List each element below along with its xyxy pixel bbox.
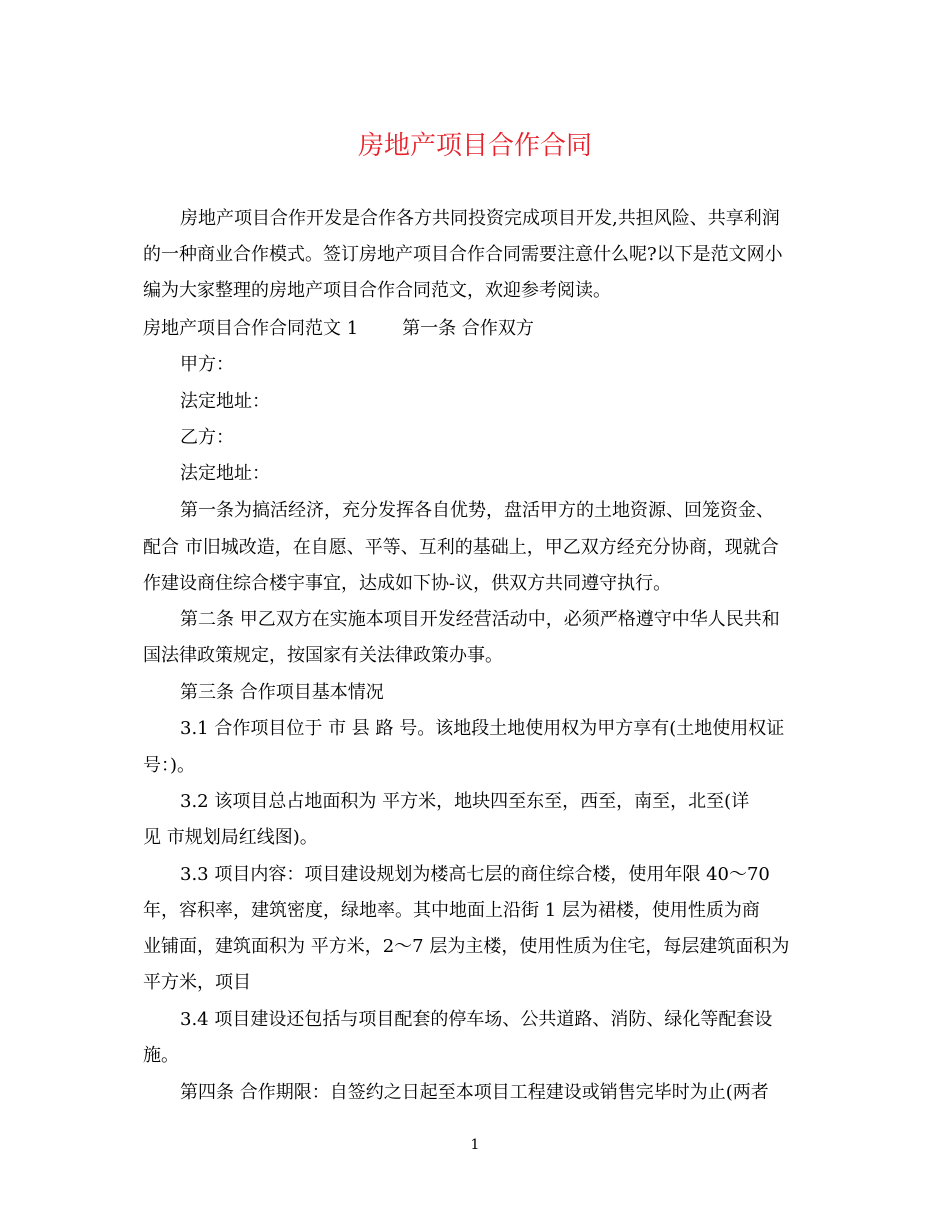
intro-line-1: 房地产项目合作开发是合作各方共同投资完成项目开发,共担风险、共享利润: [180, 208, 780, 229]
clause-3-4-line-2: 施。: [143, 1045, 179, 1066]
article-3-heading: 第三条 合作项目基本情况: [180, 682, 384, 703]
party-b-label: 乙方：: [180, 427, 234, 448]
clause-3-4-line-1: 3.4 项目建设还包括与项目配套的停车场、公共道路、消防、绿化等配套设: [180, 1009, 773, 1030]
intro-line-2: 的一种商业合作模式。签订房地产项目合作合同需要注意什么呢?以下是范文网小: [143, 244, 783, 265]
clause-3-3-line-2: 年，容积率，建筑密度，绿地率。其中地面上沿街 1 层为裙楼，使用性质为商: [143, 900, 760, 921]
article-1-line-1: 第一条为搞活经济，充分发挥各自优势，盘活甲方的土地资源、回笼资金、: [180, 500, 774, 521]
document-title: 房地产项目合作合同: [357, 131, 592, 161]
article-4-line-1: 第四条 合作期限：自签约之日起至本项目工程建设或销售完毕时为止(两者: [180, 1082, 769, 1103]
intro-line-3: 编为大家整理的房地产项目合作合同范文，欢迎参考阅读。: [143, 280, 611, 301]
party-b-address-label: 法定地址：: [180, 463, 270, 484]
article-2-line-1: 第二条 甲乙双方在实施本项目开发经营活动中，必须严格遵守中华人民共和: [180, 609, 780, 630]
page-number: 1: [470, 1137, 480, 1153]
clause-3-3-line-1: 3.3 项目内容：项目建设规划为楼高七层的商住综合楼，使用年限 40～70: [180, 864, 770, 885]
party-a-address-label: 法定地址：: [180, 391, 270, 412]
clause-3-2-line-1: 3.2 该项目总占地面积为 平方米，地块四至东至，西至，南至，北至(详: [180, 791, 750, 812]
section-heading-line: [143, 316, 534, 342]
clause-3-3-line-4: 平方米，项目: [143, 972, 251, 993]
party-a-label: 甲方：: [180, 354, 234, 375]
sample-heading: 房地产项目合作合同范文 1: [143, 318, 359, 339]
clause-3-1-line-1: 3.1 合作项目位于 市 县 路 号。该地段土地使用权为甲方享有(土地使用权证: [180, 718, 785, 739]
article-1-line-3: 作建设商住综合楼宇事宜，达成如下协-议，供双方共同遵守执行。: [143, 573, 672, 594]
article-2-line-2: 国法律政策规定，按国家有关法律政策办事。: [143, 645, 503, 666]
clause-3-2-line-2: 见 市规划局红线图)。: [143, 827, 318, 848]
article-1-heading: 第一条 合作双方: [402, 318, 534, 339]
clause-3-1-line-2: 号：)。: [143, 755, 196, 776]
article-1-line-2: 配合 市旧城改造，在自愿、平等、互利的基础上，甲乙双方经充分协商，现就合: [143, 537, 779, 558]
clause-3-3-line-3: 业铺面，建筑面积为 平方米，2～7 层为主楼，使用性质为住宅，每层建筑面积为: [143, 936, 790, 957]
